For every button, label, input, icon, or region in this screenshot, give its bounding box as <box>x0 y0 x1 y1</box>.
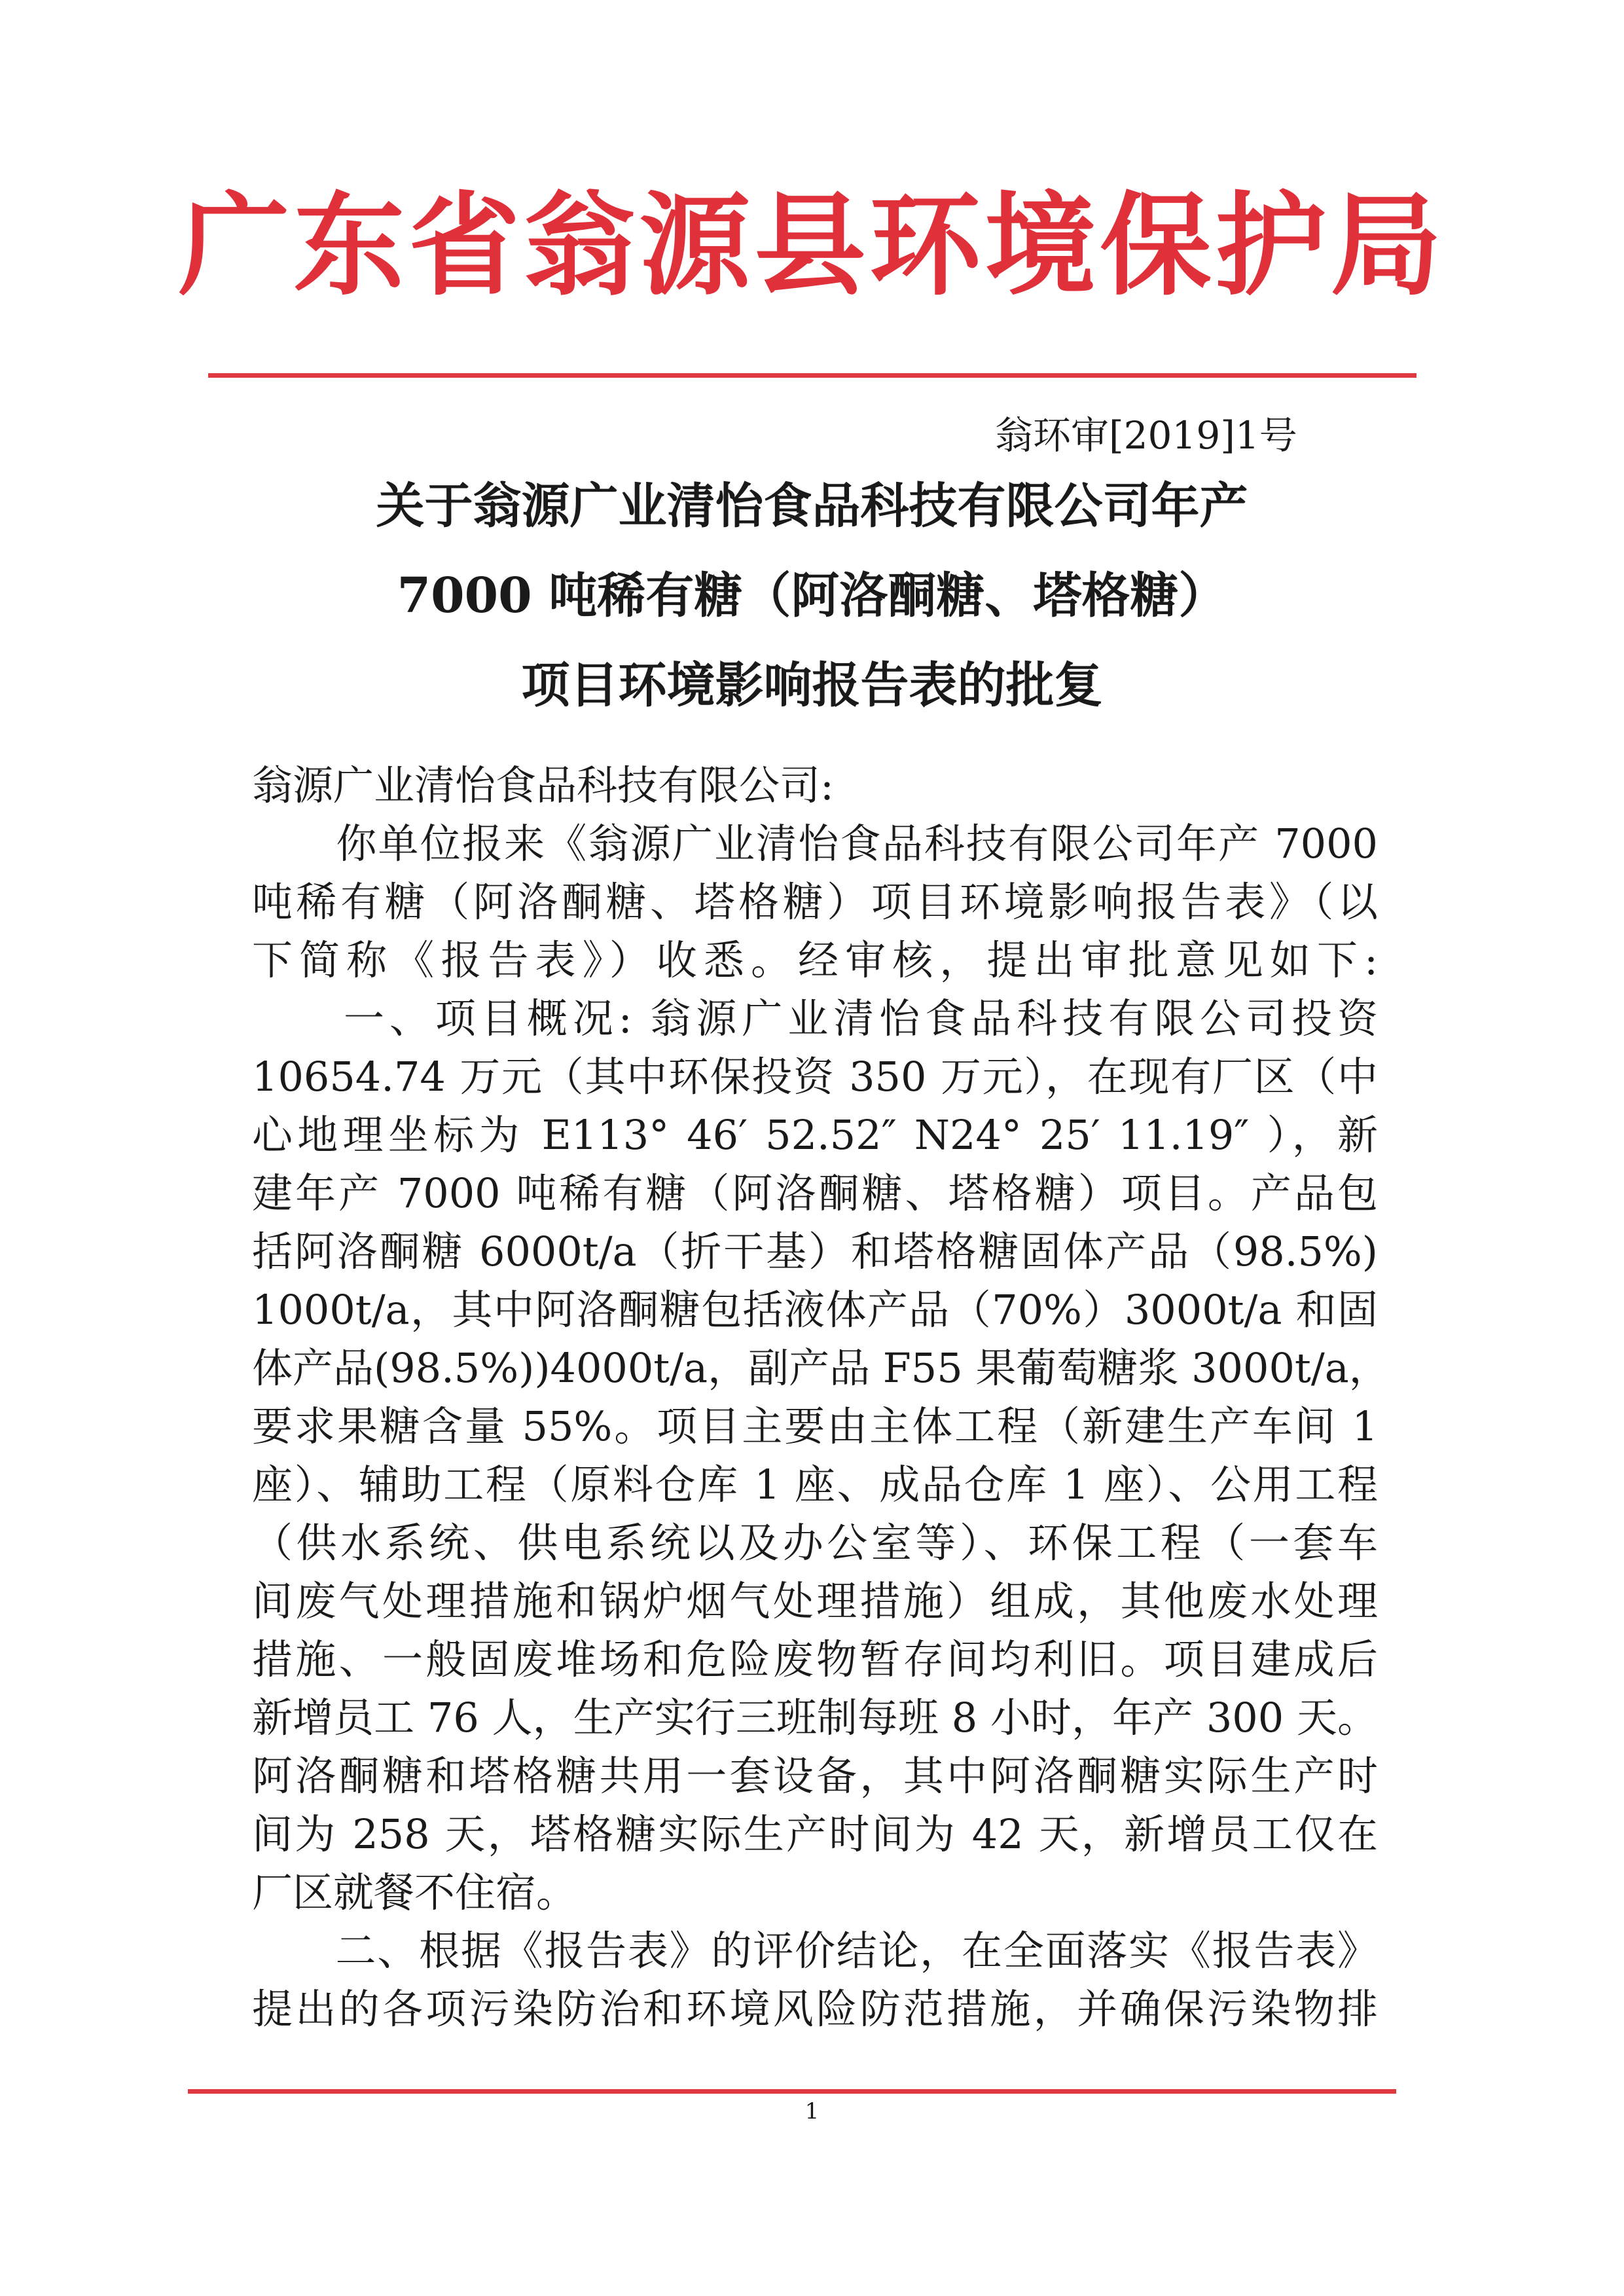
body-line: 你单位报来《翁源广业清怡食品科技有限公司年产 7000 <box>252 820 1378 867</box>
body-line: 间为 258 天，塔格糖实际生产时间为 42 天，新增员工仅在 <box>252 1810 1378 1858</box>
body-line: 间废气处理措施和锅炉烟气处理措施）组成，其他废水处理 <box>252 1577 1378 1625</box>
body-line: 阿洛酮糖和塔格糖共用一套设备，其中阿洛酮糖实际生产时 <box>252 1752 1378 1800</box>
body-line: 要求果糖含量 55%。项目主要由主体工程（新建生产车间 1 <box>252 1402 1378 1450</box>
body-line: 10654.74 万元（其中环保投资 350 万元），在现有厂区（中 <box>252 1053 1378 1101</box>
body-line: 新增员工 76 人，生产实行三班制每班 8 小时，年产 300 天。 <box>252 1694 1378 1741</box>
addressee: 翁源广业清怡食品科技有限公司: <box>252 761 834 809</box>
issuing-authority-header: 广东省翁源县环境保护局 <box>178 180 1446 311</box>
body-line: 吨稀有糖（阿洛酮糖、塔格糖）项目环境影响报告表》（以 <box>252 878 1378 926</box>
footer-red-rule <box>188 2089 1396 2094</box>
body-line: 心地理坐标为 E113° 46′ 52.52″ N24° 25′ 11.19″ ），新 <box>252 1111 1378 1159</box>
body-line: 体产品(98.5%))4000t/a，副产品 F55 果葡萄糖浆 3000t/a， <box>252 1344 1390 1392</box>
page-number: 1 <box>804 2098 820 2124</box>
document-title-line: 关于翁源广业清怡食品科技有限公司年产 <box>376 478 1248 534</box>
document-title-line: 7000 吨稀有糖（阿洛酮糖、塔格糖） <box>397 568 1227 624</box>
document-title <box>0 462 1624 731</box>
body-line: 措施、一般固废堆场和危险废物暂存间均利旧。项目建成后 <box>252 1635 1378 1683</box>
body-line: 1000t/a，其中阿洛酮糖包括液体产品（70%）3000t/a 和固 <box>252 1286 1378 1334</box>
body-line: 括阿洛酮糖 6000t/a（折干基）和塔格糖固体产品（98.5%) <box>252 1228 1378 1275</box>
body-line: （供水系统、供电系统以及办公室等）、环保工程（一套车 <box>252 1519 1378 1567</box>
body-line: 座）、辅助工程（原料仓库 1 座、成品仓库 1 座）、公用工程 <box>252 1461 1378 1508</box>
body-line: 建年产 7000 吨稀有糖（阿洛酮糖、塔格糖）项目。产品包 <box>252 1169 1378 1217</box>
body-line: 提出的各项污染防治和环境风险防范措施，并确保污染物排 <box>252 1985 1378 2033</box>
body-line: 下简称《报告表》）收悉。经审核，提出审批意见如下: <box>252 936 1378 984</box>
body-line: 二、根据《报告表》的评价结论，在全面落实《报告表》 <box>252 1927 1378 1975</box>
body-line: 厂区就餐不住宿。 <box>252 1868 577 1916</box>
document-body <box>252 756 1390 2038</box>
document-number: 翁环审[2019]1号 <box>995 413 1297 458</box>
document-title-line: 项目环境影响报告表的批复 <box>521 657 1103 714</box>
body-line: 一、项目概况: 翁源广业清怡食品科技有限公司投资 <box>252 994 1378 1042</box>
header-red-rule <box>208 373 1416 378</box>
